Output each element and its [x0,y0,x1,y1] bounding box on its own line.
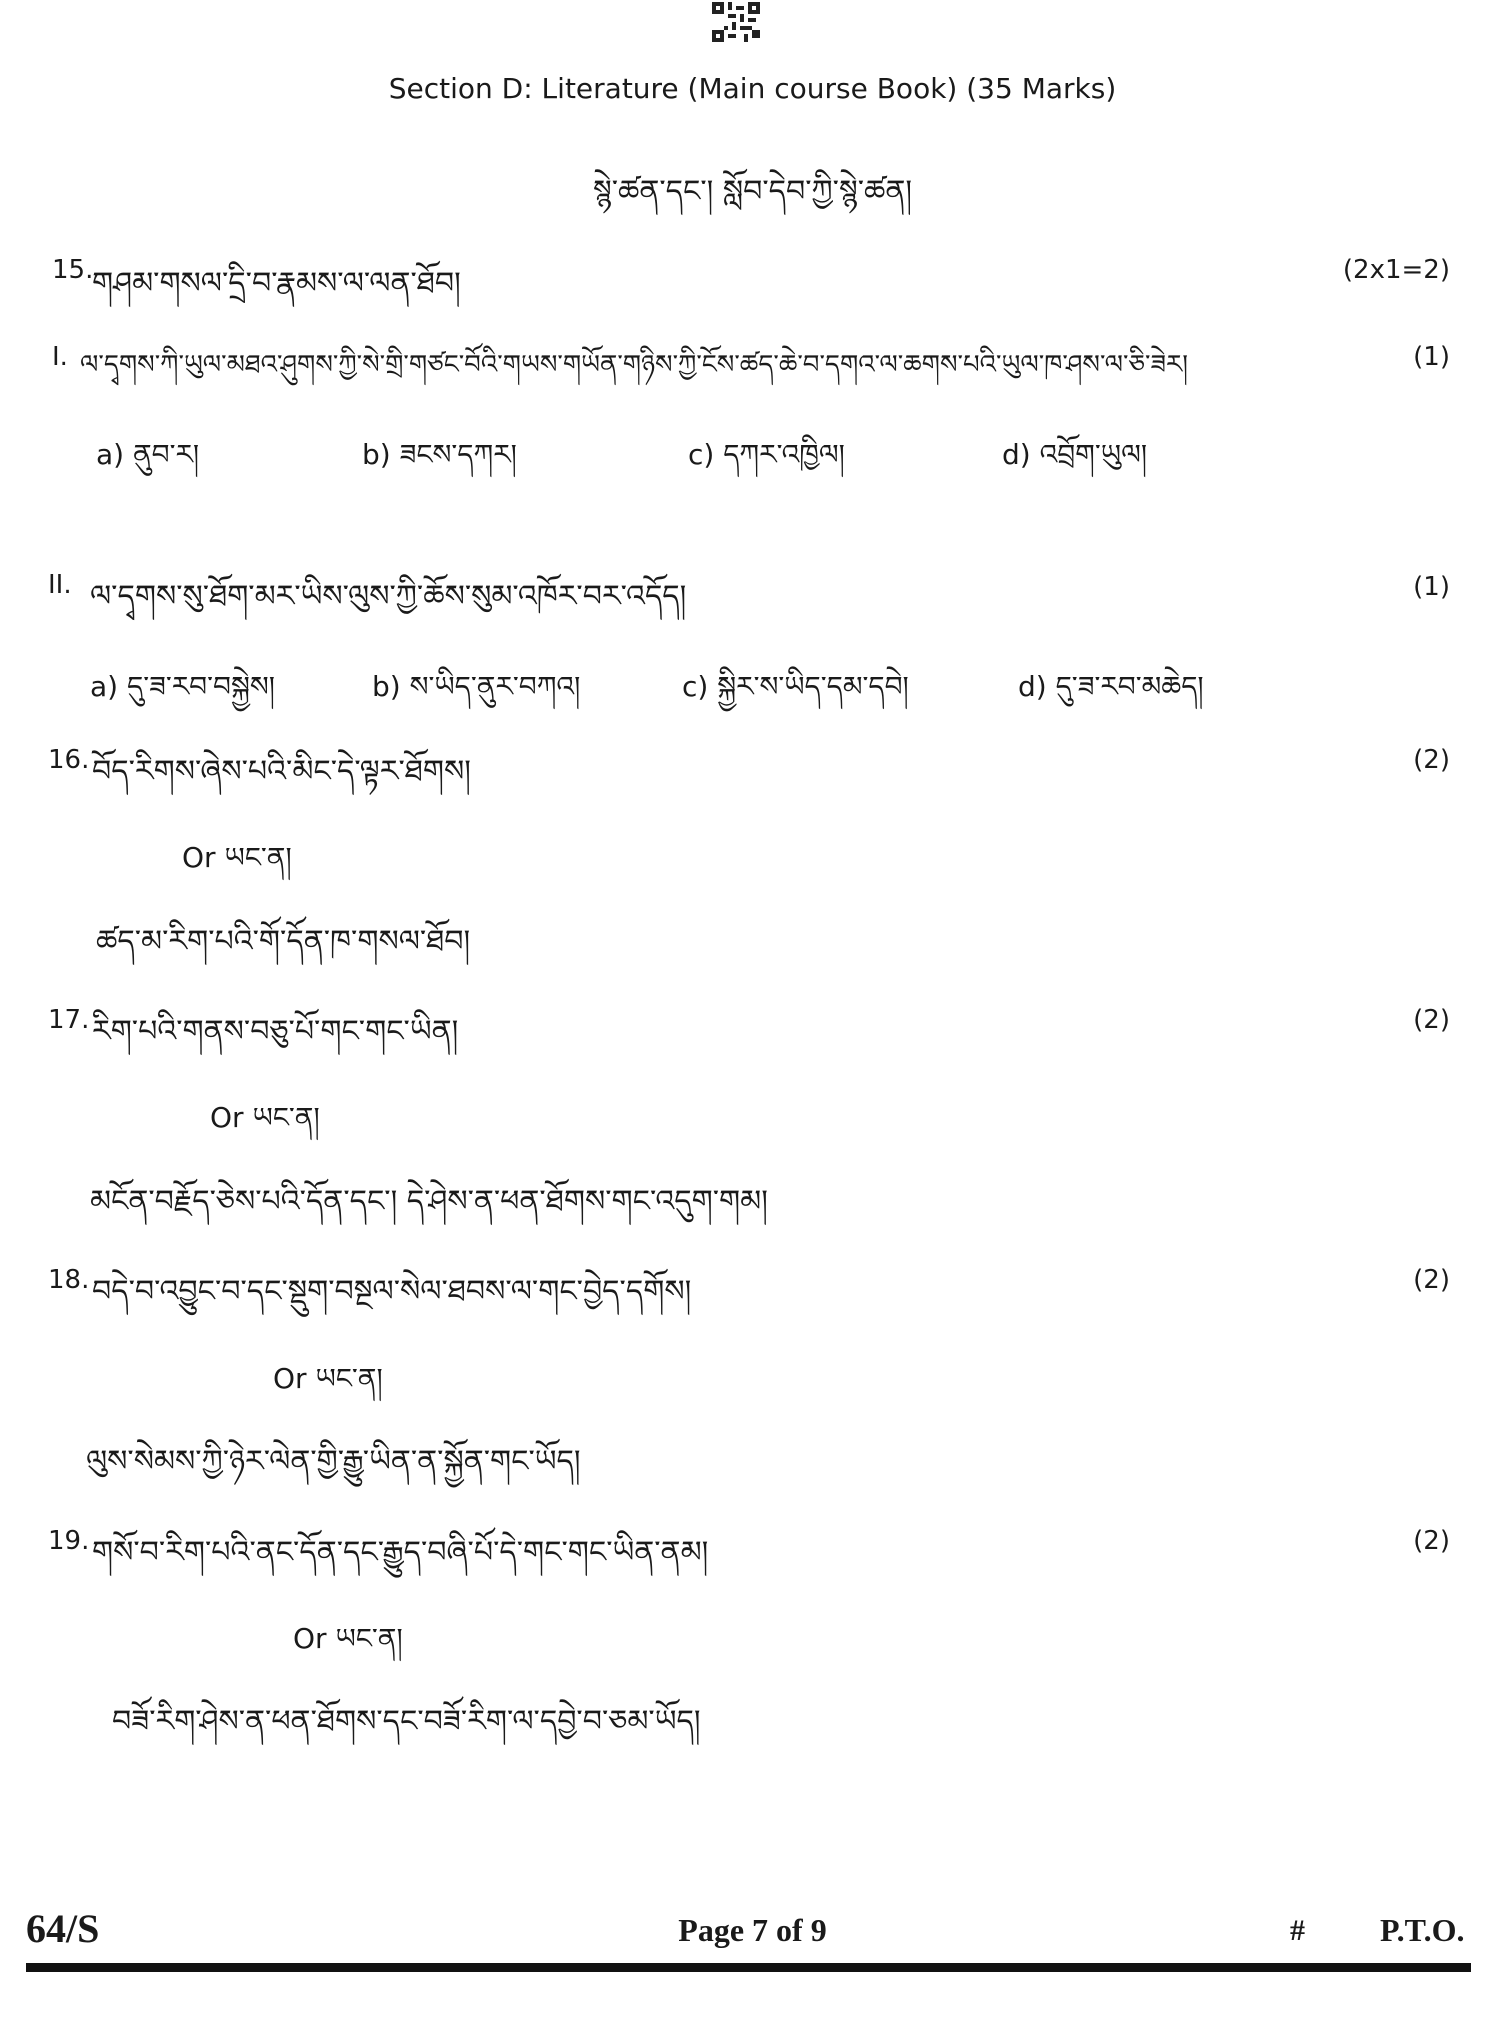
or-label: Or ཡང་ན། [210,1101,320,1134]
tibetan-title: སྙེ་ཚན་དང་། སློབ་དེབ་ཀྱི་སྙེ་ཚན། [592,174,913,209]
question-18-text: བདེ་བ་འབྱུང་བ་དང་སྡུག་བསྔལ་སེལ་ཐབས་ལ་གང་བྱེད་དགོས། [92,1274,692,1309]
or-label: Or ཡང་ན། [293,1622,403,1655]
subquestion-2-number: II. [48,570,72,600]
question-19-marks: (2) [1413,1526,1450,1556]
question-15-marks: (2x1=2) [1342,255,1450,285]
question-17-text: རིག་པའི་གནས་བཅུ་པོ་གང་གང་ཡིན། [92,1014,459,1049]
question-number-15: 15. [52,255,94,285]
subquestion-2-text: ལ་དྭགས་སུ་ཐོག་མར་ཡིས་ལུས་ཀྱི་ཆོས་སུམ་འཁོར་བར་འདོད། [90,579,687,614]
qr-code-icon [712,2,760,42]
or-label: Or ཡང་ན། [182,841,292,874]
option-a: a) ནུབ་ར། [96,438,200,471]
subquestion-1-text: ལ་དྭགས་ཀི་ཡུལ་མཐའ་ཤུགས་ཀྱི་སེ་གྲི་གཙང་བོའི་གཡས་གཡོན་གཉིས་ཀྱི་ངོས་ཚད་ཆེ་བ་དགའ་ལ་ཆགས་པའི་ཡུལ་ཁ་ཤས་ལ་ཅི་ཟེར། [80,350,1189,380]
or-label: Or ཡང་ན། [273,1362,383,1395]
page-number: Page 7 of 9 [678,1912,827,1948]
paper-code: 64/S [26,1906,100,1951]
subquestion-1-marks: (1) [1413,342,1450,372]
option-b: b) ཟངས་དཀར། [362,438,517,471]
question-number-17: 17. [48,1005,90,1035]
option-b: b) ས་ཡིད་ནུར་བཀའ། [372,670,581,703]
question-15-text: གཤམ་གསལ་དྲི་བ་རྣམས་ལ་ལན་ཐོབ། [92,266,461,301]
option-c: c) དཀར་འཁྱིལ། [688,438,845,471]
question-16-text: བོད་རིགས་ཞེས་པའི་མིང་དེ་ལྟར་ཐོགས། [92,754,471,789]
question-number-19: 19. [48,1526,90,1556]
question-17-marks: (2) [1413,1005,1450,1035]
question-17-alt-text: མངོན་བརྗོད་ཅེས་པའི་དོན་དང་། དེ་ཤེས་ན་ཕན་ཐོགས་གང་འདུག་གམ། [90,1184,768,1219]
question-18-marks: (2) [1413,1265,1450,1295]
footer-divider [26,1963,1471,1972]
subquestion-1-number: I. [52,342,68,372]
section-title: Section D: Literature (Main course Book) (35 Marks) [388,72,1117,105]
option-c: c) སྐྱིར་ས་ཡིད་དམ་དབེ། [682,670,909,703]
option-a: a) དུ་ཟ་རབ་བསྐྱེས། [90,670,275,703]
question-number-18: 18. [48,1265,90,1295]
question-19-text: གསོ་བ་རིག་པའི་ནང་དོན་དང་རྒྱུད་བཞི་པོ་དེ་གང་གང་ཡིན་ནམ། [92,1535,709,1570]
option-d: d) འབྲོག་ཡུལ། [1002,438,1148,471]
question-18-alt-text: ལུས་སེམས་ཀྱི་ཉེར་ལེན་གྱི་རྒྱུ་ཡིན་ན་སྐྱོན་གང་ཡོད། [86,1444,581,1479]
question-16-marks: (2) [1413,745,1450,775]
question-19-alt-text: བཟོ་རིག་ཤེས་ན་ཕན་ཐོགས་དང་བཟོ་རིག་ལ་དབྱེ་བ་ཅམ་ཡོད། [112,1704,701,1739]
option-d: d) དུ་ཟ་རབ་མཆེད། [1018,670,1204,703]
question-16-alt-text: ཚད་མ་རིག་པའི་གོ་དོན་ཁ་གསལ་ཐོབ། [96,924,471,959]
pto-label: P.T.O. [1380,1912,1465,1948]
subquestion-2-marks: (1) [1413,572,1450,602]
question-number-16: 16. [48,745,90,775]
hash-mark: # [1290,1914,1305,1947]
